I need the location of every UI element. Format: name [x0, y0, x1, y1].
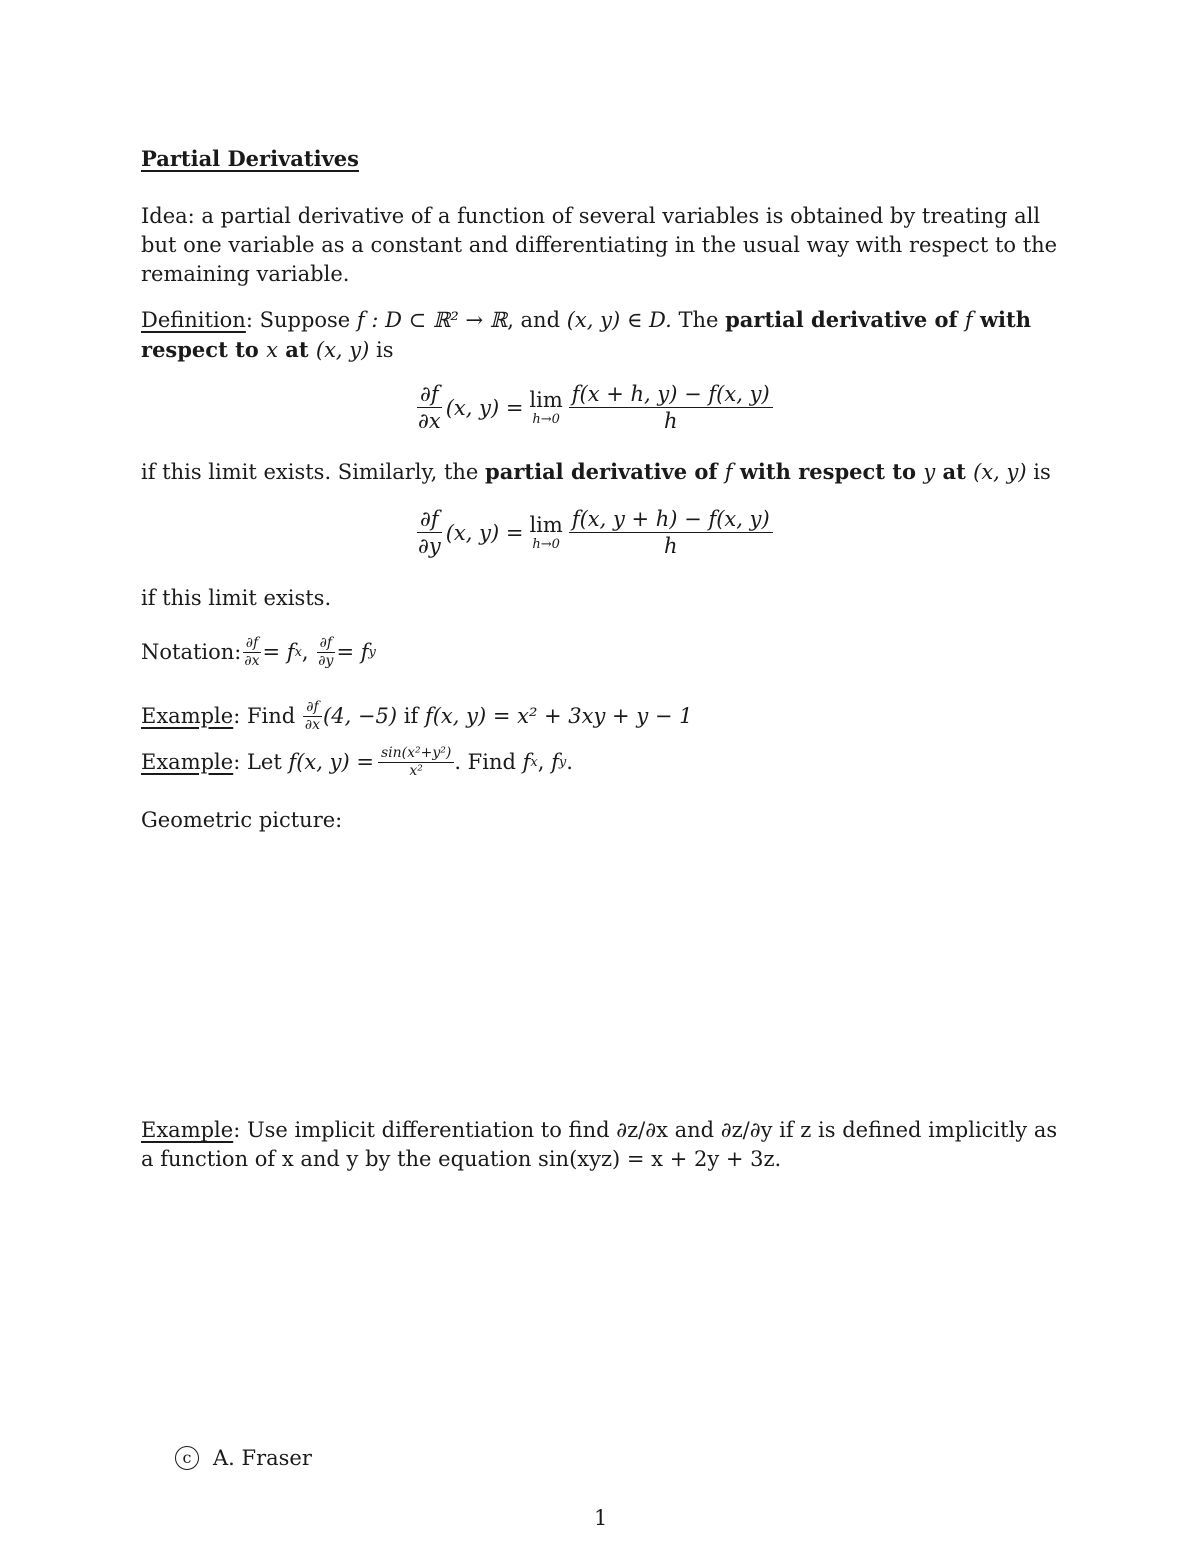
definition-text: is — [369, 338, 394, 362]
lhs-fraction: $\frac{\partial f}{\partial y}$ — [418, 507, 441, 559]
definition-math: f — [964, 308, 973, 332]
copyright-line — [175, 1446, 312, 1470]
definition-text: : Suppose — [245, 308, 357, 332]
limit-exists-text: if this limit exists. — [141, 586, 332, 610]
copyright-icon: c — [175, 1446, 199, 1470]
example-text: . Find — [454, 749, 523, 774]
definition-paragraph — [141, 305, 1061, 365]
page-number: 1 — [594, 1506, 608, 1530]
example-2-line — [141, 746, 1061, 778]
similarly-bold: with respect to — [732, 459, 924, 484]
example-subscript: y — [558, 754, 567, 770]
example-label: Example — [141, 703, 234, 728]
example-math: f(x, y) = — [288, 749, 374, 774]
notation-fraction-x: $\frac{\partial f}{\partial x}$ — [244, 635, 260, 669]
definition-bold: partial derivative of — [725, 307, 965, 332]
notation-math: = f — [336, 639, 369, 664]
rhs-fraction: $\frac{f(x, y + h) - f(x, y)}{h}$ — [569, 507, 773, 558]
definition-label: Definition — [141, 308, 246, 332]
definition-text: The — [671, 308, 726, 332]
similarly-bold: partial derivative of — [485, 459, 725, 484]
definition-text: , and — [507, 308, 567, 332]
similarly-text: if this limit exists. Similarly, the — [141, 460, 486, 484]
notation-math: = f — [262, 639, 295, 664]
example-fraction: $\frac{\text{sin(x²+y²)}}{\text{x²}}$ — [378, 746, 454, 778]
similarly-math: y — [923, 460, 936, 484]
similarly-bold: at — [935, 459, 974, 484]
rhs-fraction: $\frac{f(x + h, y) - f(x, y)}{h}$ — [569, 382, 773, 433]
partial-y-equation — [415, 507, 773, 558]
definition-math: (x, y) — [315, 338, 370, 362]
limit-operator: lim h→0 — [529, 387, 563, 427]
example-3-paragraph — [141, 1116, 1061, 1174]
notation-line — [141, 636, 1061, 668]
definition-math: x — [266, 338, 278, 362]
example-text: . — [566, 749, 573, 774]
example-text: : Find — [233, 703, 302, 728]
similarly-math: (x, y) — [973, 460, 1027, 484]
example-label: Example — [141, 749, 234, 774]
example-text: : Let — [233, 749, 289, 774]
lhs-fraction: $\frac{\partial f}{\partial x}$ — [418, 382, 441, 434]
definition-bold: at — [277, 337, 316, 362]
example-subscript: x — [530, 754, 538, 770]
lhs-args: (x, y) = — [445, 520, 524, 545]
similarly-paragraph — [141, 457, 1061, 487]
similarly-text: is — [1026, 460, 1051, 484]
example-1-line — [141, 700, 1061, 732]
notation-subscript: y — [368, 644, 376, 660]
page-title: Partial Derivatives — [141, 146, 359, 171]
example-math: (4, −5) — [323, 703, 398, 728]
example-math: f — [551, 749, 559, 774]
definition-bold: with respect to — [141, 307, 1031, 362]
example-math: f — [522, 749, 531, 774]
example-fraction: $\frac{\partial f}{\partial x}$ — [304, 699, 321, 733]
notation-subscript: x — [294, 644, 302, 660]
limit-operator: lim h→0 — [529, 512, 563, 552]
example-math: f(x, y) = x² + 3xy + y − 1 — [424, 703, 693, 728]
example-text: if — [397, 703, 425, 728]
notation-sep: , — [301, 639, 316, 664]
idea-paragraph: Idea: a partial derivative of a function of several variables is obtained by treating all but one variable as a constant and differentiating in the usual way with respect to the remaining variable. — [141, 204, 1058, 286]
notation-label: Notation: — [141, 639, 242, 664]
lhs-args: (x, y) = — [445, 395, 524, 420]
partial-x-equation — [415, 382, 773, 433]
example-text: : Use implicit differentiation to find ∂z/∂x and ∂z/∂y if z is defined implicitly as a function of x and y by the equation sin(xyz) = x + 2y + 3z. — [141, 1118, 1058, 1171]
geometric-picture-label: Geometric picture: — [141, 808, 343, 832]
definition-math: (x, y) ∈ D. — [566, 308, 672, 332]
example-label: Example — [141, 1118, 234, 1142]
notation-fraction-y: $\frac{\partial f}{\partial y}$ — [318, 635, 334, 669]
example-sep: , — [537, 749, 552, 774]
similarly-math: f — [724, 460, 733, 484]
definition-math: f : D ⊂ ℝ² → ℝ — [356, 308, 508, 332]
copyright-author: A. Fraser — [213, 1446, 312, 1470]
